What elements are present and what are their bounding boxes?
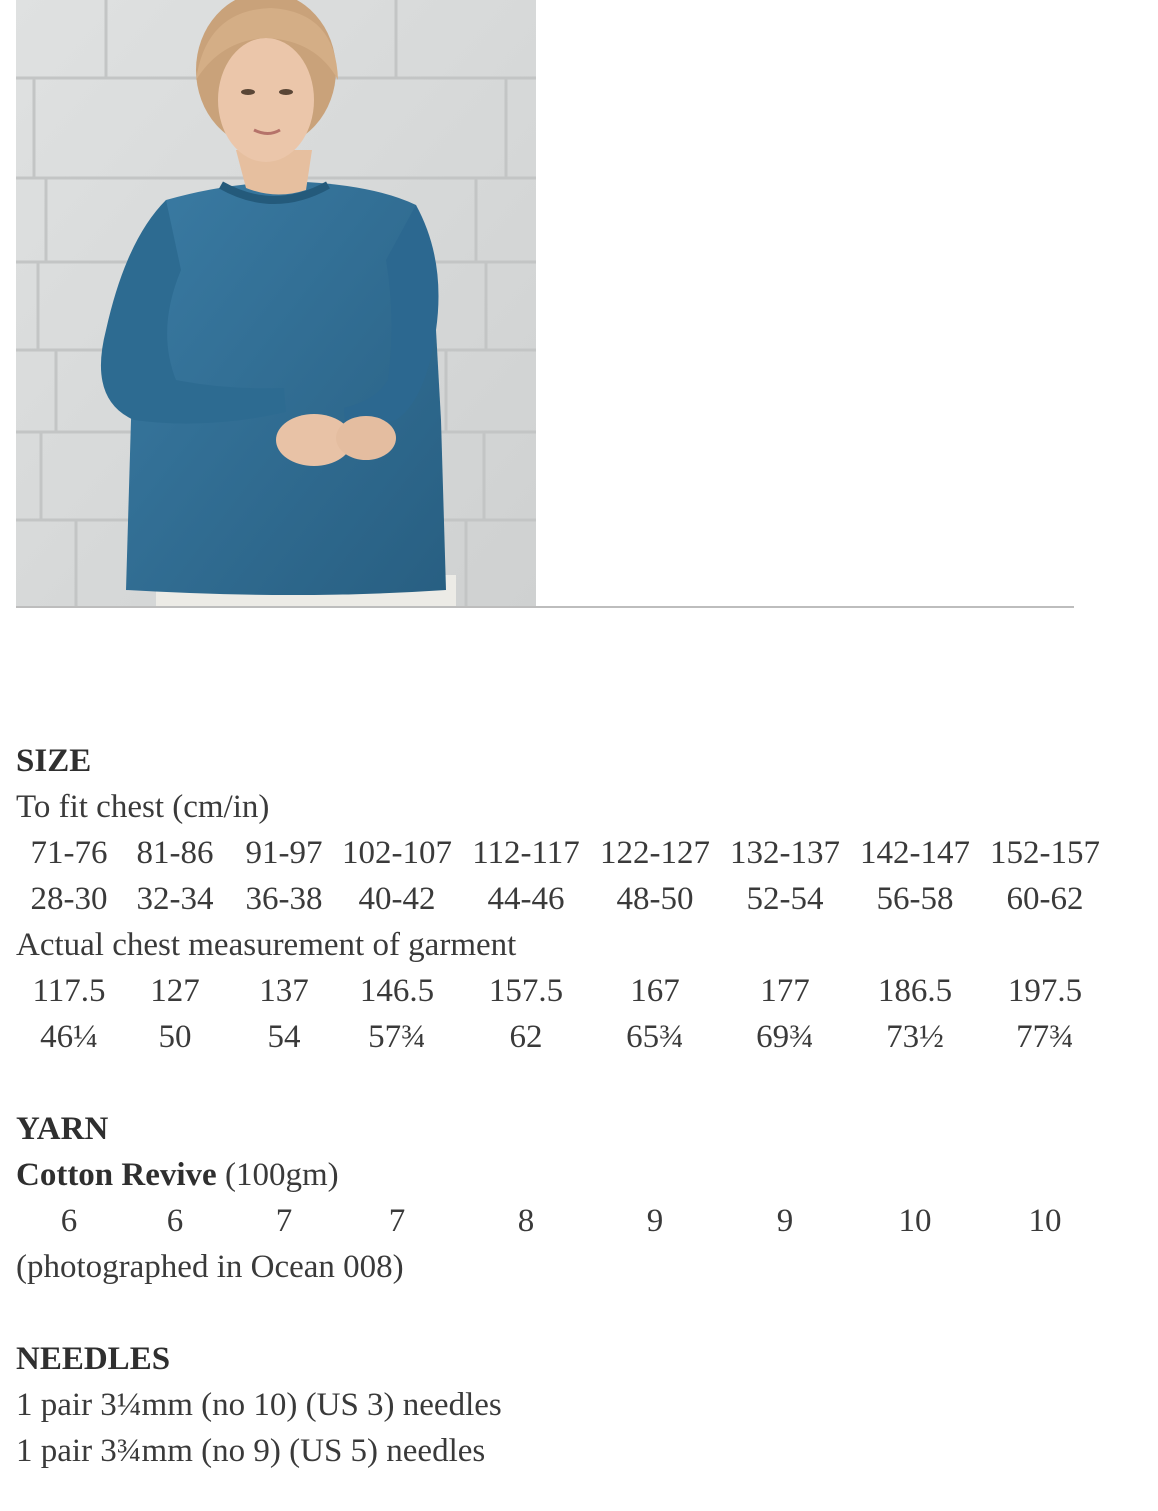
chest-in-cell: 60-62 [1006, 881, 1084, 917]
yarn-note: (photographed in Ocean 008) [16, 1249, 404, 1285]
chest-cm-cell: 102-107 [342, 835, 452, 871]
chest-cm-cell: 71-76 [30, 835, 108, 871]
actual-in-cell: 65¾ [626, 1019, 684, 1055]
chest-cm-cell: 81-86 [136, 835, 214, 871]
section-divider [16, 606, 1074, 608]
actual-in-cell: 69¾ [756, 1019, 814, 1055]
actual-cm-cell: 177 [760, 973, 810, 1009]
chest-in-cell: 36-38 [245, 881, 323, 917]
yarn-heading: YARN [16, 1111, 109, 1147]
yarn-quantity-cell: 7 [388, 1203, 406, 1239]
needles-heading: NEEDLES [16, 1341, 171, 1377]
actual-in-cell: 54 [267, 1019, 301, 1055]
chest-in-cell: 48-50 [616, 881, 694, 917]
yarn-weight: (100gm) [224, 1157, 339, 1193]
yarn-quantity-cell: 6 [166, 1203, 184, 1239]
yarn-quantity-cell: 10 [898, 1203, 932, 1239]
chest-in-cell: 44-46 [487, 881, 565, 917]
chest-in-cell: 52-54 [746, 881, 824, 917]
actual-chest-label: Actual chest measurement of garment [16, 927, 517, 963]
chest-in-cell: 40-42 [358, 881, 436, 917]
chest-cm-cell: 91-97 [245, 835, 323, 871]
yarn-name: Cotton Revive [16, 1157, 217, 1193]
actual-in-cell: 62 [509, 1019, 543, 1055]
chest-label: To fit chest (cm/in) [16, 789, 270, 825]
actual-cm-cell: 146.5 [359, 973, 435, 1009]
chest-cm-cell: 142-147 [860, 835, 970, 871]
model-wearing-sweater-photo [16, 0, 536, 607]
actual-cm-cell: 117.5 [32, 973, 106, 1009]
chest-in-cell: 28-30 [30, 881, 108, 917]
size-heading: SIZE [16, 743, 92, 779]
yarn-quantity-cell: 9 [776, 1203, 794, 1239]
actual-in-cell: 73½ [886, 1019, 944, 1055]
chest-in-cell: 56-58 [876, 881, 954, 917]
yarn-quantity-row [16, 1198, 1136, 1244]
actual-cm-cell: 157.5 [488, 973, 564, 1009]
chest-cm-row [16, 830, 1136, 876]
actual-cm-cell: 137 [259, 973, 309, 1009]
yarn-quantity-cell: 6 [60, 1203, 78, 1239]
yarn-quantity-cell: 7 [275, 1203, 293, 1239]
actual-in-cell: 57¾ [368, 1019, 426, 1055]
pattern-details [16, 738, 1136, 1474]
actual-in-cell: 46¼ [40, 1019, 98, 1055]
actual-cm-cell: 127 [150, 973, 200, 1009]
yarn-line [16, 1152, 1136, 1198]
chest-in-cell: 32-34 [136, 881, 214, 917]
actual-cm-cell: 186.5 [877, 973, 953, 1009]
yarn-quantity-cell: 9 [646, 1203, 664, 1239]
actual-cm-cell: 167 [630, 973, 680, 1009]
chest-in-row [16, 876, 1136, 922]
actual-cm-cell: 197.5 [1007, 973, 1083, 1009]
model-photo [16, 0, 536, 607]
actual-in-cell: 50 [158, 1019, 192, 1055]
chest-cm-cell: 152-157 [990, 835, 1100, 871]
spacer [16, 1060, 1136, 1106]
chest-cm-cell: 122-127 [600, 835, 710, 871]
needle-item: 1 pair 3¼mm (no 10) (US 3) needles [16, 1387, 502, 1423]
actual-in-row [16, 1014, 1136, 1060]
spacer [16, 1290, 1136, 1336]
chest-cm-cell: 112-117 [472, 835, 580, 871]
yarn-quantity-cell: 10 [1028, 1203, 1062, 1239]
yarn-quantity-cell: 8 [517, 1203, 535, 1239]
chest-cm-cell: 132-137 [730, 835, 840, 871]
actual-in-cell: 77¾ [1016, 1019, 1074, 1055]
needle-item: 1 pair 3¾mm (no 9) (US 5) needles [16, 1433, 486, 1469]
actual-cm-row [16, 968, 1136, 1014]
